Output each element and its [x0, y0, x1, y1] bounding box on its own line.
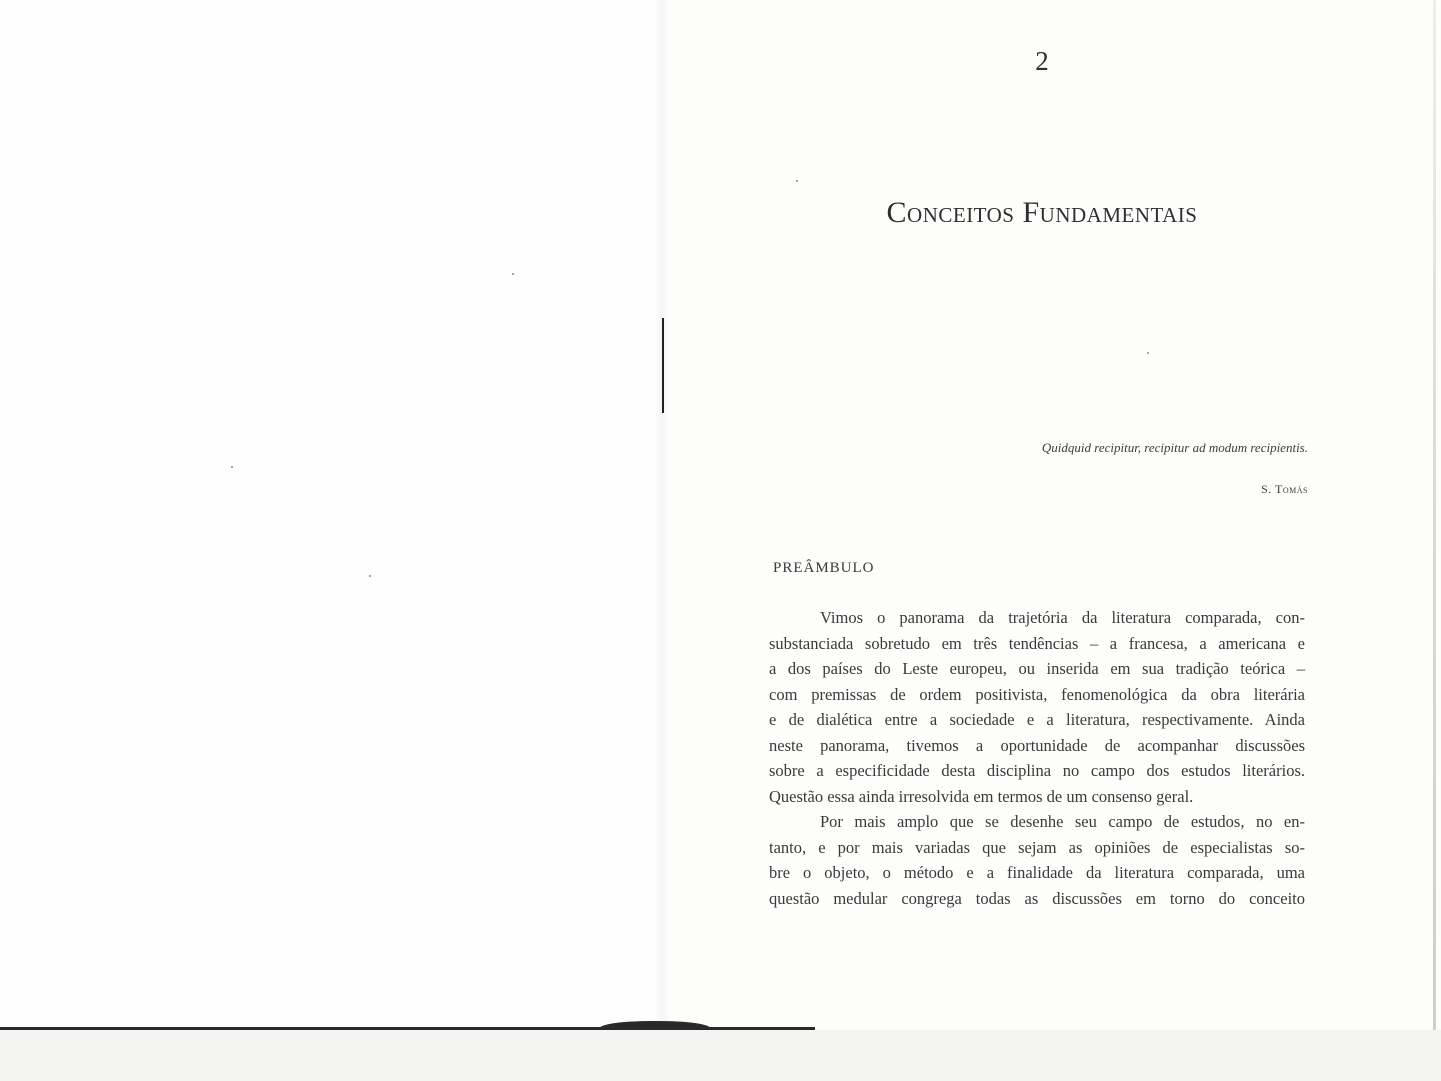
chapter-number: 2	[1035, 46, 1049, 76]
body-line: neste panorama, tivemos a oportunidade de acompanhar discussões	[769, 735, 1305, 755]
gutter-shadow	[655, 0, 669, 1030]
page-bottom-edge-bulge	[600, 1021, 710, 1028]
body-line: com premissas de ordem positivista, fenomenológica da obra literária	[769, 684, 1305, 704]
body-text	[769, 605, 1305, 911]
body-line: tanto, e por mais variadas que sejam as opiniões de especialistas so-	[769, 837, 1305, 857]
body-line: Vimos o panorama da trajetória da literatura comparada, con-	[820, 608, 1305, 627]
body-line: bre o objeto, o método e a finalidade da literatura comparada, uma	[769, 863, 1305, 882]
left-page-blank	[0, 0, 662, 1030]
gutter-line	[662, 318, 664, 413]
scan-speck	[231, 466, 233, 468]
epigraph-author: S. Tomás	[1261, 482, 1308, 496]
chapter-title: Conceitos Fundamentais	[886, 196, 1198, 229]
body-line: e de dialética entre a sociedade e a literatura, respectivamente. Ainda	[769, 710, 1305, 729]
body-line: Por mais amplo que se desenhe seu campo de estudos, no en-	[820, 812, 1305, 831]
scan-speck	[512, 273, 514, 275]
body-line: questão medular congrega todas as discussões em torno do conceito	[769, 888, 1305, 908]
page-right-edge	[1433, 0, 1436, 1030]
scan-speck	[369, 575, 371, 577]
body-line: substanciada sobretudo em três tendências – a francesa, a americana e	[769, 633, 1305, 653]
epigraph-quote: Quidquid recipitur, recipitur ad modum recipientis.	[1041, 440, 1308, 455]
scan-speck	[1147, 352, 1149, 354]
body-line: a dos países do Leste europeu, ou inserida em sua tradição teórica –	[769, 659, 1305, 678]
body-line: sobre a especificidade desta disciplina no campo dos estudos literários.	[769, 761, 1305, 780]
section-heading: PREÂMBULO	[773, 560, 875, 576]
body-line: Questão essa ainda irresolvida em termos de um consenso geral.	[769, 786, 1194, 806]
scan-speck	[796, 180, 798, 182]
scanner-background	[0, 1030, 1441, 1081]
